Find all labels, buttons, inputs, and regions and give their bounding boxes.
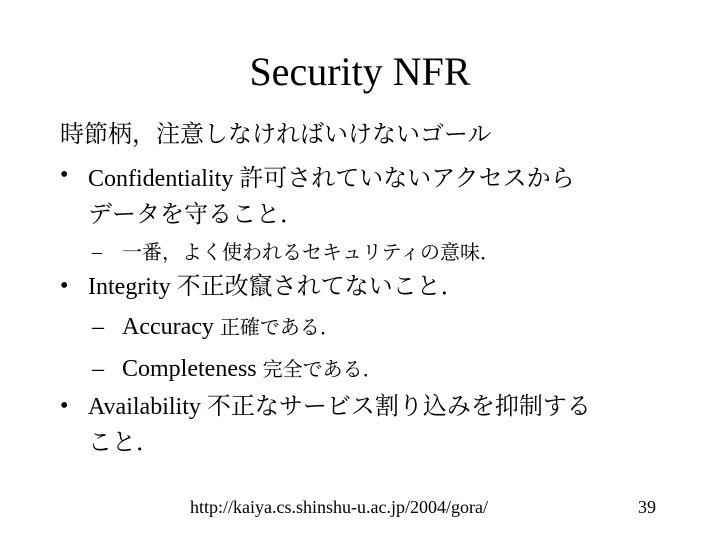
completeness-term: Completeness: [122, 356, 257, 382]
slide-title: Security NFR: [249, 49, 471, 94]
bullet-symbol: •: [60, 393, 69, 419]
bullet-symbol: •: [60, 273, 69, 299]
confidentiality-text-line2: データを守ること．: [88, 200, 304, 228]
availability-text-line1: 不正なサービス割り込みを抑制する: [206, 392, 591, 420]
integrity-term: Integrity: [88, 274, 171, 300]
bullet-symbol: •: [60, 162, 69, 188]
integrity-subitem-completeness: [122, 353, 383, 385]
completeness-text: 完全である．: [262, 357, 383, 381]
integrity-text: 不正改竄されてないこと．: [176, 272, 465, 300]
availability-text-line2: こと．: [88, 428, 160, 456]
confidentiality-text-line1: 許可されていないアクセスから: [239, 164, 575, 192]
bullet-availability: [88, 390, 591, 423]
intro-text: 時節柄，注意しなければいけないゴール: [60, 120, 492, 148]
bullet-integrity: [88, 270, 465, 303]
page-number: 39: [638, 497, 656, 517]
dash-symbol: –: [92, 356, 104, 382]
confidentiality-subitem: 一番，よく使われるセキュリティの意味．: [122, 240, 500, 264]
dash-symbol: –: [92, 314, 104, 340]
accuracy-text: 正確である．: [219, 315, 340, 339]
dash-symbol: –: [92, 241, 102, 263]
footer-url: http://kaiya.cs.shinshu-u.ac.jp/2004/gora/: [190, 497, 488, 517]
confidentiality-term: Confidentiality: [88, 166, 234, 192]
integrity-subitem-accuracy: [122, 311, 340, 343]
availability-term: Availability: [88, 394, 201, 420]
accuracy-term: Accuracy: [122, 314, 214, 340]
bullet-confidentiality: [88, 162, 575, 195]
